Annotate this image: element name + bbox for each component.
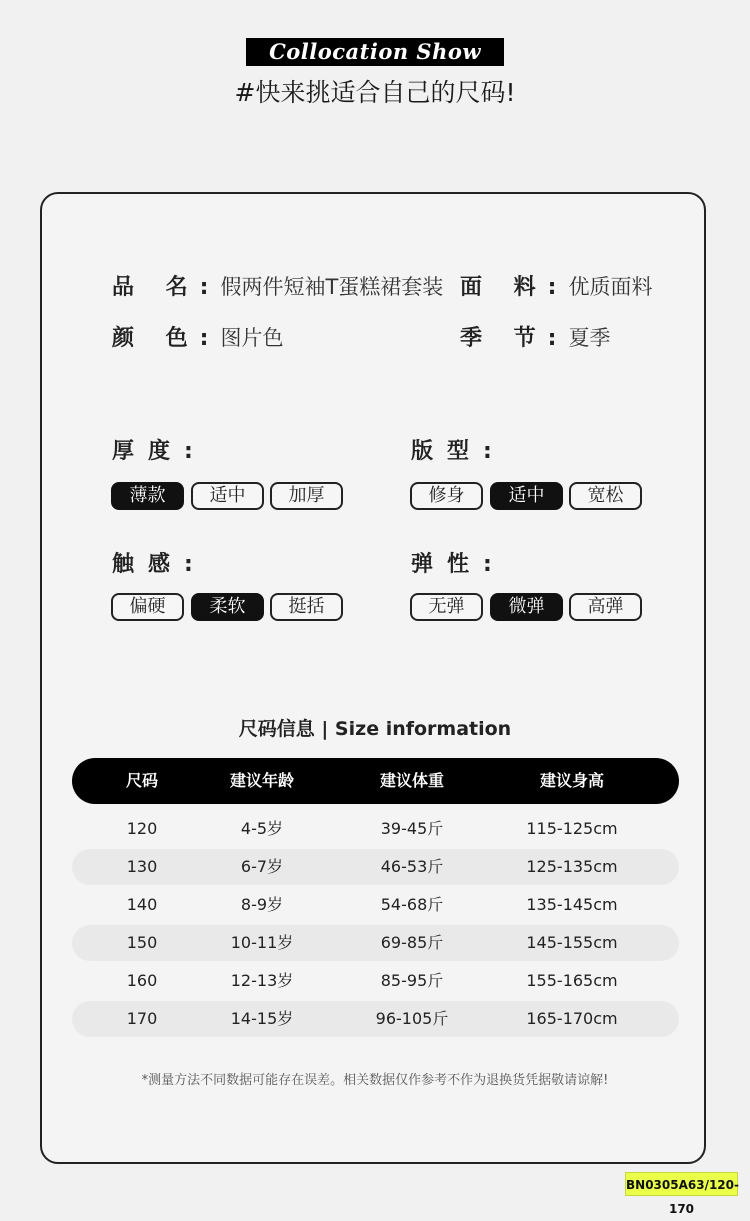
cell-size: 150 bbox=[126, 933, 158, 952]
cell-height: 135-145cm bbox=[526, 895, 618, 914]
color-value: 图片色 bbox=[220, 326, 284, 350]
cell-size: 170 bbox=[126, 1009, 158, 1028]
header-weight: 建议体重 bbox=[379, 771, 444, 790]
season-label: 季 节: bbox=[460, 326, 569, 351]
table-row bbox=[72, 1001, 679, 1037]
header-age: 建议年龄 bbox=[229, 771, 294, 790]
size-table-header bbox=[72, 758, 679, 804]
cell-height: 145-155cm bbox=[526, 933, 618, 952]
color-row bbox=[112, 324, 283, 353]
cell-weight: 69-85斤 bbox=[380, 933, 444, 952]
fabric-row bbox=[460, 273, 652, 302]
cell-age: 6-7岁 bbox=[240, 857, 284, 876]
thickness-option-thin: 薄款 bbox=[111, 482, 184, 510]
feel-title: 触感: bbox=[112, 552, 207, 577]
season-value: 夏季 bbox=[568, 326, 611, 350]
fit-option-loose: 宽松 bbox=[569, 482, 642, 510]
cell-height: 125-135cm bbox=[526, 857, 618, 876]
fit-option-regular: 适中 bbox=[490, 482, 563, 510]
fit-title: 版型: bbox=[411, 439, 506, 464]
product-name-label: 品 名: bbox=[112, 275, 221, 300]
feel-option-stiff: 偏硬 bbox=[111, 593, 184, 621]
cell-age: 8-9岁 bbox=[240, 895, 284, 914]
cell-weight: 39-45斤 bbox=[380, 819, 444, 838]
table-row bbox=[72, 925, 679, 961]
elasticity-option-slight: 微弹 bbox=[490, 593, 563, 621]
header-size: 尺码 bbox=[125, 771, 158, 790]
thickness-option-medium: 适中 bbox=[191, 482, 264, 510]
thickness-option-thick: 加厚 bbox=[270, 482, 343, 510]
feel-option-soft: 柔软 bbox=[191, 593, 264, 621]
product-name-value: 假两件短袖T蛋糕裙套装 bbox=[220, 275, 444, 299]
cell-weight: 54-68斤 bbox=[380, 895, 444, 914]
cell-size: 130 bbox=[126, 857, 158, 876]
table-row bbox=[72, 963, 679, 999]
banner-title: Collocation Show bbox=[246, 38, 504, 66]
cell-weight: 46-53斤 bbox=[380, 857, 444, 876]
cell-height: 165-170cm bbox=[526, 1009, 618, 1028]
table-row bbox=[72, 849, 679, 885]
cell-age: 14-15岁 bbox=[230, 1009, 294, 1028]
cell-weight: 85-95斤 bbox=[380, 971, 444, 990]
table-row bbox=[72, 887, 679, 923]
header-height: 建议身高 bbox=[539, 771, 604, 790]
elasticity-title: 弹性: bbox=[411, 552, 506, 577]
cell-weight: 96-105斤 bbox=[375, 1009, 449, 1028]
cell-age: 4-5岁 bbox=[240, 819, 284, 838]
cell-size: 140 bbox=[126, 895, 158, 914]
page-subtitle: #快来挑适合自己的尺码! bbox=[234, 78, 516, 107]
fabric-value: 优质面料 bbox=[568, 275, 653, 299]
size-table-title: 尺码信息 | Size information bbox=[238, 718, 512, 740]
elasticity-option-none: 无弹 bbox=[410, 593, 483, 621]
disclaimer-note: *测量方法不同数据可能存在误差。相关数据仅作参考不作为退换货凭据敬请谅解! bbox=[141, 1073, 609, 1088]
cell-age: 10-11岁 bbox=[230, 933, 294, 952]
fit-option-slim: 修身 bbox=[410, 482, 483, 510]
color-label: 颜 色: bbox=[112, 326, 221, 351]
product-name-row bbox=[112, 273, 443, 302]
cell-size: 160 bbox=[126, 971, 158, 990]
cell-size: 120 bbox=[126, 819, 158, 838]
cell-age: 12-13岁 bbox=[230, 971, 294, 990]
fabric-label: 面 料: bbox=[460, 275, 569, 300]
table-row bbox=[72, 811, 679, 847]
season-row bbox=[460, 324, 610, 353]
thickness-title: 厚度: bbox=[112, 439, 207, 464]
cell-height: 155-165cm bbox=[526, 971, 618, 990]
cell-height: 115-125cm bbox=[526, 819, 618, 838]
elasticity-option-high: 高弹 bbox=[569, 593, 642, 621]
feel-option-crisp: 挺括 bbox=[270, 593, 343, 621]
product-code-badge: BN0305A63/120-170 bbox=[625, 1172, 738, 1196]
